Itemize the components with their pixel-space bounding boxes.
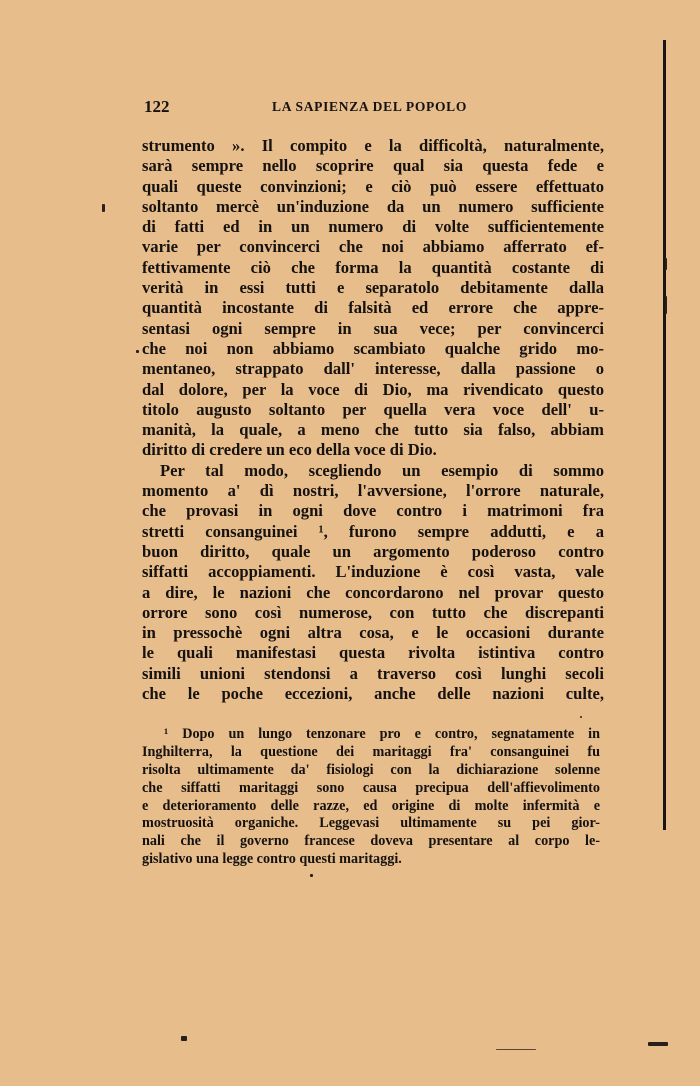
text-line: quali queste convinzioni; e ciò può essere effettuato bbox=[142, 176, 604, 196]
text-line: momento a' dì nostri, l'avversione, l'orrore naturale, bbox=[142, 481, 604, 501]
page-number: 122 bbox=[144, 97, 170, 116]
text-line: Per tal modo, scegliendo un esempio di sommo bbox=[160, 460, 604, 480]
scan-speck bbox=[580, 716, 582, 718]
running-title: LA SAPIENZA DEL POPOLO bbox=[272, 99, 468, 114]
footnote-line: ¹ Dopo un lungo tenzonare pro e contro, segnatamente in bbox=[164, 726, 600, 742]
scan-speck bbox=[665, 296, 667, 314]
scan-speck bbox=[496, 1049, 536, 1050]
scan-speck bbox=[181, 1036, 187, 1041]
text-line: dal dolore, per la voce di Dio, ma rivendicato questo bbox=[142, 379, 604, 399]
footnote-line: che siffatti maritaggi sono causa precipua dell'affievolimento bbox=[142, 779, 600, 796]
text-line: le quali manifestasi questa rivolta istintiva contro bbox=[142, 643, 604, 663]
text-line: a dire, le nazioni che concordarono nel provar questo bbox=[142, 582, 604, 602]
text-line: che noi non abbiamo scambiato qualche grido mo- bbox=[142, 338, 604, 358]
footnote-line: Inghilterra, la questione dei maritaggi fra' consanguinei fu bbox=[142, 743, 600, 760]
scan-speck bbox=[102, 204, 105, 212]
text-line: sentasi ogni sempre in sua vece; per convincerci bbox=[142, 318, 604, 338]
page-edge-rule bbox=[663, 40, 666, 830]
text-line: quantità incostante di falsità ed errore che appre- bbox=[142, 298, 604, 318]
text-line: sarà sempre nello scoprire qual sia questa fede e bbox=[142, 156, 604, 176]
main-text bbox=[142, 136, 604, 704]
text-line: soltanto mercè un'induzione da un numero sufficiente bbox=[142, 196, 604, 216]
text-line: fettivamente ciò che forma la quantità costante di bbox=[142, 257, 604, 277]
text-line: buon diritto, quale un argomento poderoso contro bbox=[142, 541, 604, 561]
text-line: che provasi in ogni dove contro i matrimoni fra bbox=[142, 501, 604, 521]
text-line: verità in essi tutti e separatolo debitamente dalla bbox=[142, 278, 604, 298]
scan-speck bbox=[648, 1042, 668, 1046]
text-line: orrore sono così numerose, con tutto che discrepanti bbox=[142, 602, 604, 622]
scan-speck bbox=[136, 350, 139, 353]
text-line: di fatti ed in un numero di volte sufficientemente bbox=[142, 217, 604, 237]
text-line: strumento ». Il compito e la difficoltà, naturalmente, bbox=[142, 136, 604, 155]
page-header bbox=[142, 97, 604, 119]
footnote-line: gislativo una legge contro questi maritaggi. bbox=[142, 851, 402, 868]
text-line: siffatti accoppiamenti. L'induzione è così vasta, vale bbox=[142, 562, 604, 582]
text-line: titolo augusto soltanto per quella vera voce dell' u- bbox=[142, 399, 604, 419]
footnote-line: risolta ultimamente da' fisiologi con la dichiarazione solenne bbox=[142, 761, 600, 778]
text-line: diritto di credere un eco della voce di Dio. bbox=[142, 440, 437, 460]
text-line: stretti consanguinei ¹, furono sempre addutti, e a bbox=[142, 521, 604, 541]
text-line: simili unioni stendonsi a traverso così lunghi secoli bbox=[142, 663, 604, 683]
footnote-line: nali che il governo francese doveva presentare al corpo le- bbox=[142, 833, 600, 850]
text-line: manità, la quale, a meno che tutto sia falso, abbiam bbox=[142, 420, 604, 440]
footnote-line: e deterioramento delle razze, ed origine di molte infermità e bbox=[142, 797, 600, 814]
text-line: che le poche eccezioni, anche delle nazioni culte, bbox=[142, 684, 604, 704]
text-line: in pressochè ogni altra cosa, e le occasioni durante bbox=[142, 623, 604, 643]
scan-speck bbox=[310, 874, 313, 877]
text-line: mentaneo, strappato dall' interesse, dalla passione o bbox=[142, 359, 604, 379]
scan-speck bbox=[665, 258, 667, 270]
text-line: varie per convincerci che noi abbiamo afferrato ef- bbox=[142, 237, 604, 257]
footnote bbox=[142, 726, 600, 869]
footnote-line: mostruosità organiche. Leggevasi ultimamente su pei gior- bbox=[142, 815, 600, 832]
